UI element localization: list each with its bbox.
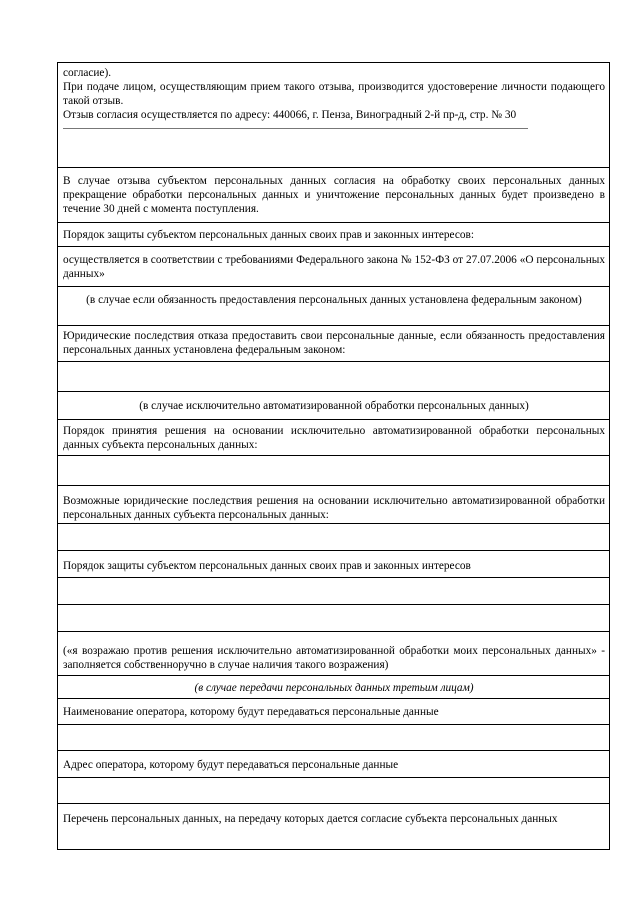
refusal-consequences-label-cell	[57, 326, 610, 362]
mandatory-provision-note: (в случае если обязанность предоставления персональных данных установлена федеральным законом)	[86, 294, 582, 306]
automated-decision-procedure-label: Порядок принятия решения на основании исключительно автоматизированной обработки персональных данных субъекта персональных данных:	[63, 425, 605, 451]
automated-decision-procedure-label-cell	[57, 420, 610, 456]
mandatory-provision-note-cell	[57, 287, 610, 326]
consent-form-table	[57, 62, 610, 850]
transfer-data-list-label-cell	[57, 804, 610, 850]
third-party-transfer-note: (в случае передачи персональных данных третьим лицам)	[194, 682, 474, 694]
law-reference-cell	[57, 247, 610, 287]
transfer-data-list-label: Перечень персональных данных, на передачу которых дается согласие субъекта персональных данных	[63, 813, 558, 825]
refusal-consequences-label: Юридические последствия отказа предоставить свои персональные данные, если обязанность предоставления персональных данных установлена федеральным законом:	[63, 330, 605, 356]
rights-protection-label: Порядок защиты субъектом персональных данных своих прав и законных интересов	[63, 560, 471, 572]
refusal-consequences-field[interactable]	[57, 362, 610, 392]
operator-address-field[interactable]	[57, 778, 610, 804]
rights-protection-field-2[interactable]	[57, 605, 610, 632]
automated-processing-note-cell	[57, 392, 610, 420]
operator-address-label-cell	[57, 751, 610, 778]
automated-decision-consequences-label-cell	[57, 486, 610, 524]
automated-decision-consequences-label: Возможные юридические последствия решения на основании исключительно автоматизированной обработки персональных данных субъекта персональных данных:	[63, 495, 605, 521]
protection-procedure-label-cell	[57, 223, 610, 247]
operator-address-label: Адрес оператора, которому будут передаваться персональные данные	[63, 759, 399, 771]
third-party-transfer-note-cell	[57, 676, 610, 699]
automated-decision-procedure-field[interactable]	[57, 456, 610, 486]
operator-name-label: Наименование оператора, которому будут передаваться персональные данные	[63, 706, 439, 718]
objection-note: («я возражаю против решения исключительно автоматизированной обработки моих персональных данных» - заполняется собственноручно в случае наличия такого возражения)	[63, 645, 605, 671]
revocation-address: Отзыв согласия осуществляется по адресу: 440066, г. Пенза, Виноградный 2-й пр-д, стр. № 30	[63, 109, 517, 121]
termination-notice-cell	[57, 168, 610, 223]
revocation-procedure-cell	[57, 63, 610, 168]
operator-name-field[interactable]	[57, 725, 610, 751]
revocation-text-1: согласие).	[63, 67, 112, 79]
operator-name-label-cell	[57, 699, 610, 725]
protection-procedure-label: Порядок защиты субъектом персональных данных своих прав и законных интересов:	[63, 229, 474, 241]
signature-line	[63, 128, 528, 129]
rights-protection-label-cell	[57, 551, 610, 578]
termination-notice-text: В случае отзыва субъектом персональных данных согласия на обработку своих персональных данных прекращение обработки персональных данных и уничтожение персональных данных будет произведено в течение 30 дней с момента поступления.	[63, 175, 605, 215]
automated-decision-consequences-field[interactable]	[57, 524, 610, 551]
rights-protection-field-1[interactable]	[57, 578, 610, 605]
law-reference-text: осуществляется в соответствии с требованиями Федерального закона № 152-ФЗ от 27.07.2006 «О персональных данных»	[63, 254, 605, 280]
objection-note-cell	[57, 632, 610, 676]
revocation-text-2: При подаче лицом, осуществляющим прием такого отзыва, производится удостоверение личности подающего такой отзыв.	[63, 81, 605, 107]
automated-processing-note: (в случае исключительно автоматизированной обработки персональных данных)	[139, 400, 529, 412]
